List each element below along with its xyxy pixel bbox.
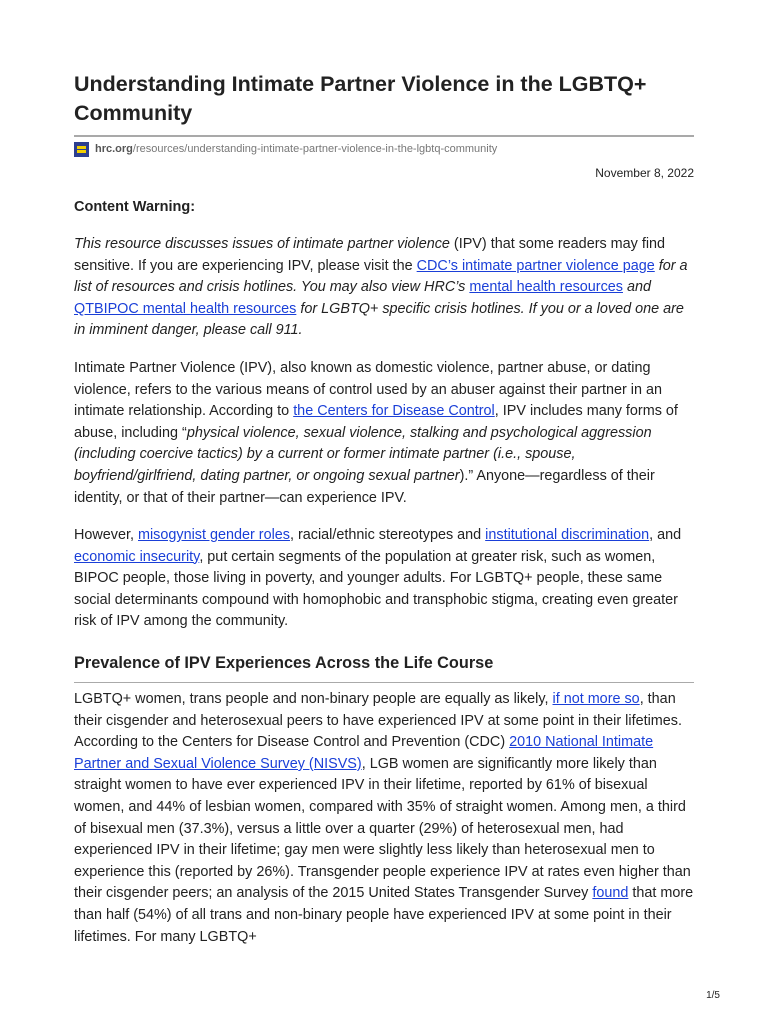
para1-text-1: Intimate Partner Violence (IPV), also known as domestic violence, partner abuse, or dating violence, refers to the various means of control used by an abuser against their partner in an intimate relationship. According to (74, 360, 662, 420)
publish-date: November 8, 2022 (595, 166, 694, 180)
cdc-ipv-page-link[interactable]: CDC’s intimate partner violence page (416, 257, 655, 274)
qtbipoc-resources-link[interactable]: QTBIPOC mental health resources (74, 300, 297, 317)
para2-text-3: , and (649, 527, 682, 543)
cdc-link[interactable]: the Centers for Disease Control (293, 403, 495, 420)
mental-health-resources-link[interactable]: mental health resources (469, 279, 623, 296)
source-line (74, 141, 497, 157)
cw-text-4: and (622, 279, 651, 296)
para3-text-3: , LGB women are significantly more likely than straight women to have ever experienced IPV in their lifetime, reported by 61% of bisexual women, and 44% of lesbian women, compared with 35% of straight women. Among men, a third of bisexual men (37.3%), versus a little over a quarter (29%) of heterosexual men, had experienced IPV in their lifetime; gay men were slightly less likely than heterosexual men to experience this (reported by 26%). Transgender people experience IPV at rates even higher than their cisgender peers; an analysis of the 2015 United States Transgender Survey (74, 755, 691, 902)
page-number: 1/5 (706, 990, 720, 1001)
found-link[interactable]: found (592, 885, 629, 902)
para3-text-1: LGBTQ+ women, trans people and non-binary people are equally as likely, (74, 691, 553, 707)
content-warning-heading: Content Warning: (74, 199, 196, 215)
para1-text-3: ).” Anyone—regardless of their identity, or that of their partner—can experience IPV. (74, 467, 655, 506)
para3-text-2: , than their cisgender and heterosexual peers to have experienced IPV at some point in their lifetimes. According to the Centers for Disease Control and Prevention (CDC) (74, 691, 682, 751)
ipv-definition-paragraph (74, 358, 694, 509)
nisvs-survey-link[interactable]: 2010 National Intimate Partner and Sexual Violence Survey (NISVS) (74, 734, 654, 772)
risk-factors-paragraph (74, 525, 694, 633)
hrc-logo-icon (74, 142, 89, 157)
source-domain: hrc.org (95, 143, 133, 155)
cw-text-2: (IPV) that some readers may find sensitive. If you are experiencing IPV, please visit the (74, 236, 666, 274)
if-not-more-so-link[interactable]: if not more so (552, 691, 640, 707)
para1-quote: physical violence, sexual violence, stalking and psychological aggression (including coercive tactics) by a current or former intimate partner (i.e., spouse, boyfriend/girlfriend, dating partner, or ongoing sexual partner (74, 424, 652, 484)
prevalence-paragraph (74, 689, 694, 948)
para2-text-1: However, (74, 527, 138, 543)
para1-text-2: , IPV includes many forms of abuse, including “ (74, 403, 678, 441)
source-path: /resources/understanding-intimate-partner-violence-in-the-lgbtq-community (132, 143, 498, 155)
section-heading: Prevalence of IPV Experiences Across the Life Course (74, 654, 494, 672)
economic-insecurity-link[interactable]: economic insecurity (74, 548, 200, 565)
title-divider (74, 135, 694, 137)
cw-text-1: This resource discusses issues of intimate partner violence (74, 236, 450, 252)
page-title: Understanding Intimate Partner Violence in the LGBTQ+ Community (74, 72, 647, 125)
cw-text-5: for LGBTQ+ specific crisis hotlines. If you or a loved one are in imminent danger, please call 911. (74, 300, 684, 339)
section-divider (74, 682, 694, 683)
para2-text-2: , racial/ethnic stereotypes and (289, 527, 486, 543)
para2-text-4: , put certain segments of the population at greater risk, such as women, BIPOC people, those living in poverty, and younger adults. For LGBTQ+ people, these same social determinants compound with homophobic and transphobic stigma, creating even greater risk of IPV among the community. (74, 548, 678, 630)
cw-text-3: for a list of resources and crisis hotlines. You may also view HRC’s (74, 257, 688, 296)
para3-text-4: that more than half (54%) of all trans and non-binary people have experienced IPV at some point in their lifetimes. For many LGBTQ+ (74, 885, 694, 945)
misogynist-gender-roles-link[interactable]: misogynist gender roles (138, 527, 290, 543)
institutional-discrimination-link[interactable]: institutional discrimination (485, 527, 650, 543)
content-warning-paragraph (74, 234, 694, 342)
